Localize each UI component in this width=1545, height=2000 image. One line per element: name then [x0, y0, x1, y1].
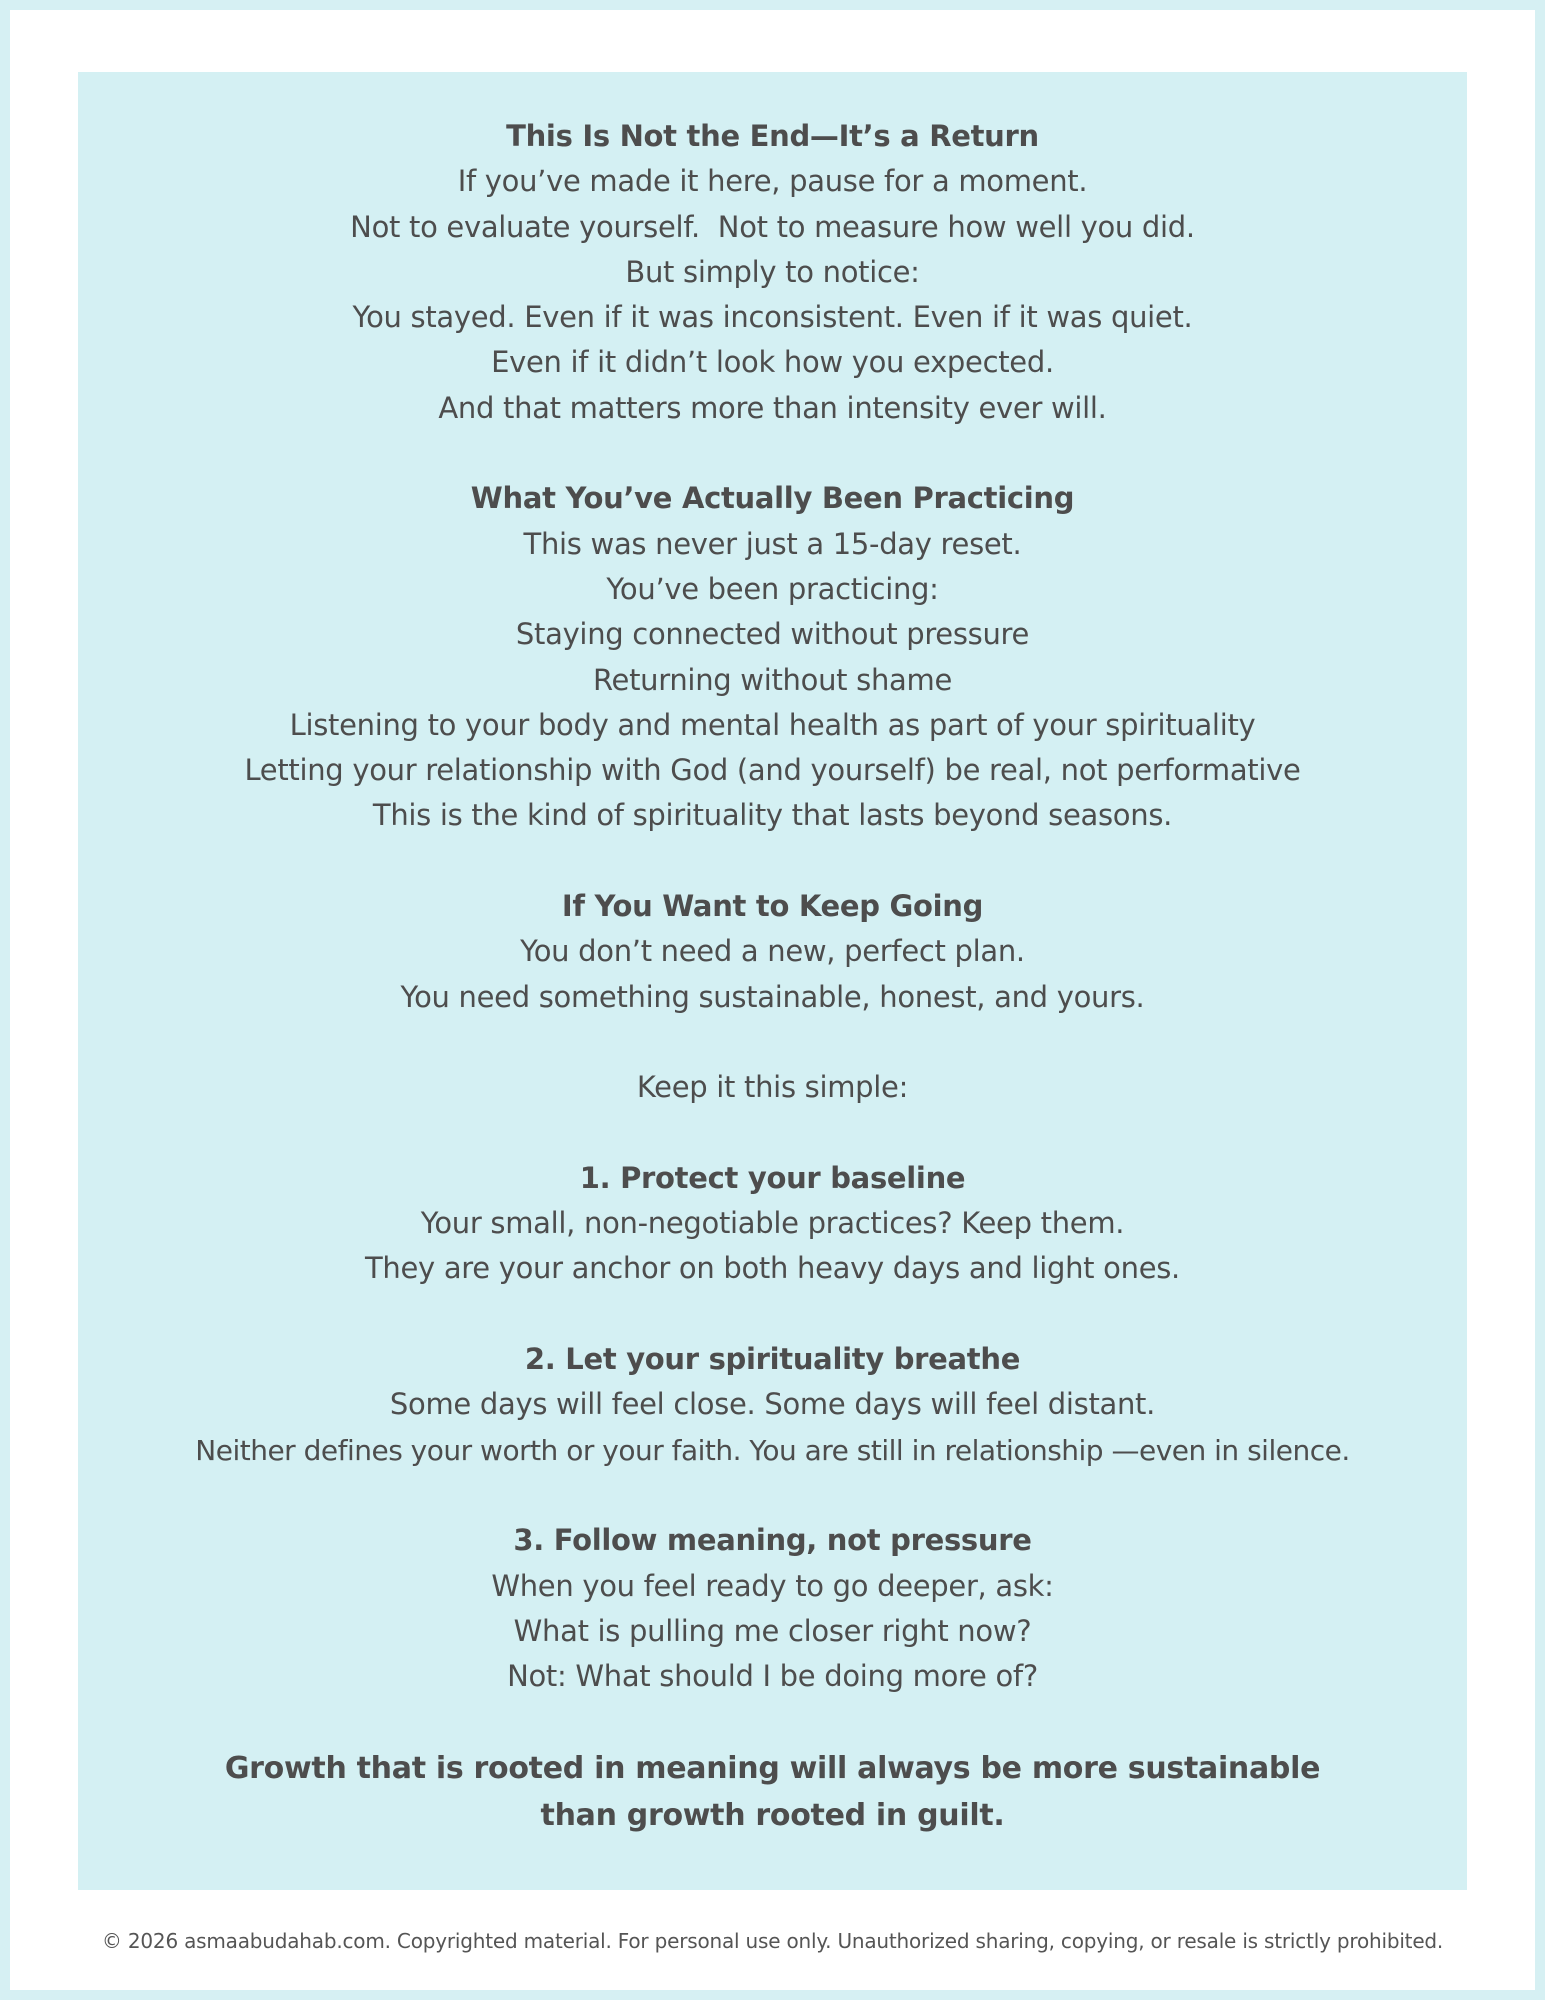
- paragraph-line: Even if it didn’t look how you expected.: [491, 345, 1054, 380]
- paragraph-line: This is the kind of spirituality that lasts beyond seasons.: [372, 798, 1173, 833]
- section-breathe: [78, 1337, 1467, 1473]
- paragraph-line: Your small, non-negotiable practices? Keep them.: [420, 1206, 1125, 1241]
- spacer: [78, 1020, 1467, 1065]
- paragraph-line: Listening to your body and mental health as part of your spirituality: [289, 707, 1256, 742]
- paragraph-line: Staying connected without pressure: [515, 617, 1030, 652]
- paragraph-line: When you feel ready to go deeper, ask:: [491, 1568, 1054, 1603]
- closing-line: than growth rooted in guilt.: [540, 1797, 1005, 1833]
- section-heading: What You’ve Actually Been Practicing: [470, 481, 1075, 516]
- spacer: [78, 1473, 1467, 1518]
- section-meaning: [78, 1518, 1467, 1699]
- section-heading: 2. Let your spirituality breathe: [524, 1342, 1021, 1377]
- paragraph-line: Not: What should I be doing more of?: [507, 1659, 1038, 1694]
- paragraph-line: Returning without shame: [593, 662, 952, 697]
- closing-line: Growth that is rooted in meaning will always be more sustainable: [224, 1750, 1321, 1786]
- spacer: [78, 839, 1467, 884]
- paragraph-line: Keep it this simple:: [636, 1070, 909, 1105]
- paragraph-line: This was never just a 15-day reset.: [523, 526, 1022, 561]
- spacer: [78, 1292, 1467, 1337]
- paragraph-line: Letting your relationship with God (and yourself) be real, not performative: [244, 753, 1301, 788]
- spacer: [78, 431, 1467, 476]
- paragraph-line: You need something sustainable, honest, and yours.: [400, 979, 1145, 1014]
- paragraph-line: What is pulling me closer right now?: [513, 1613, 1032, 1648]
- spacer: [78, 1699, 1467, 1744]
- section-baseline: [78, 1156, 1467, 1292]
- section-heading: 1. Protect your baseline: [579, 1160, 966, 1195]
- paragraph-line: If you’ve made it here, pause for a moment.: [457, 164, 1088, 199]
- paragraph-line: You don’t need a new, perfect plan.: [520, 934, 1025, 969]
- page: [10, 10, 1535, 1990]
- paragraph-line: Neither defines your worth or your faith. You are still in relationship —even in silence.: [195, 1433, 1350, 1467]
- section-keep-simple: [78, 1065, 1467, 1110]
- paragraph-line: You’ve been practicing:: [606, 571, 939, 606]
- section-heading: 3. Follow meaning, not pressure: [513, 1523, 1032, 1558]
- closing-statement: [78, 1745, 1467, 1839]
- copyright-footer: © 2026 asmaabudahab.com. Copyrighted material. For personal use only. Unauthorized sharing, copying, or resale is strictly prohibited.: [101, 1929, 1444, 1953]
- paragraph-line: You stayed. Even if it was inconsistent. Even if it was quiet.: [352, 300, 1193, 335]
- content-panel: [78, 72, 1467, 1890]
- section-heading: This Is Not the End—It’s a Return: [506, 119, 1039, 153]
- section-practicing: [78, 476, 1467, 838]
- paragraph-line: But simply to notice:: [625, 254, 920, 289]
- spacer: [78, 1111, 1467, 1156]
- paragraph-line: They are your anchor on both heavy days and light ones.: [365, 1251, 1180, 1286]
- section-heading: If You Want to Keep Going: [561, 889, 984, 924]
- paragraph-line: Some days will feel close. Some days will feel distant.: [389, 1387, 1156, 1422]
- content: [78, 114, 1467, 1839]
- section-keep-going: [78, 884, 1467, 1020]
- paragraph-line: Not to evaluate yourself. Not to measure how well you did.: [350, 209, 1195, 244]
- paragraph-line: And that matters more than intensity ever will.: [438, 390, 1107, 425]
- section-return: [78, 114, 1467, 431]
